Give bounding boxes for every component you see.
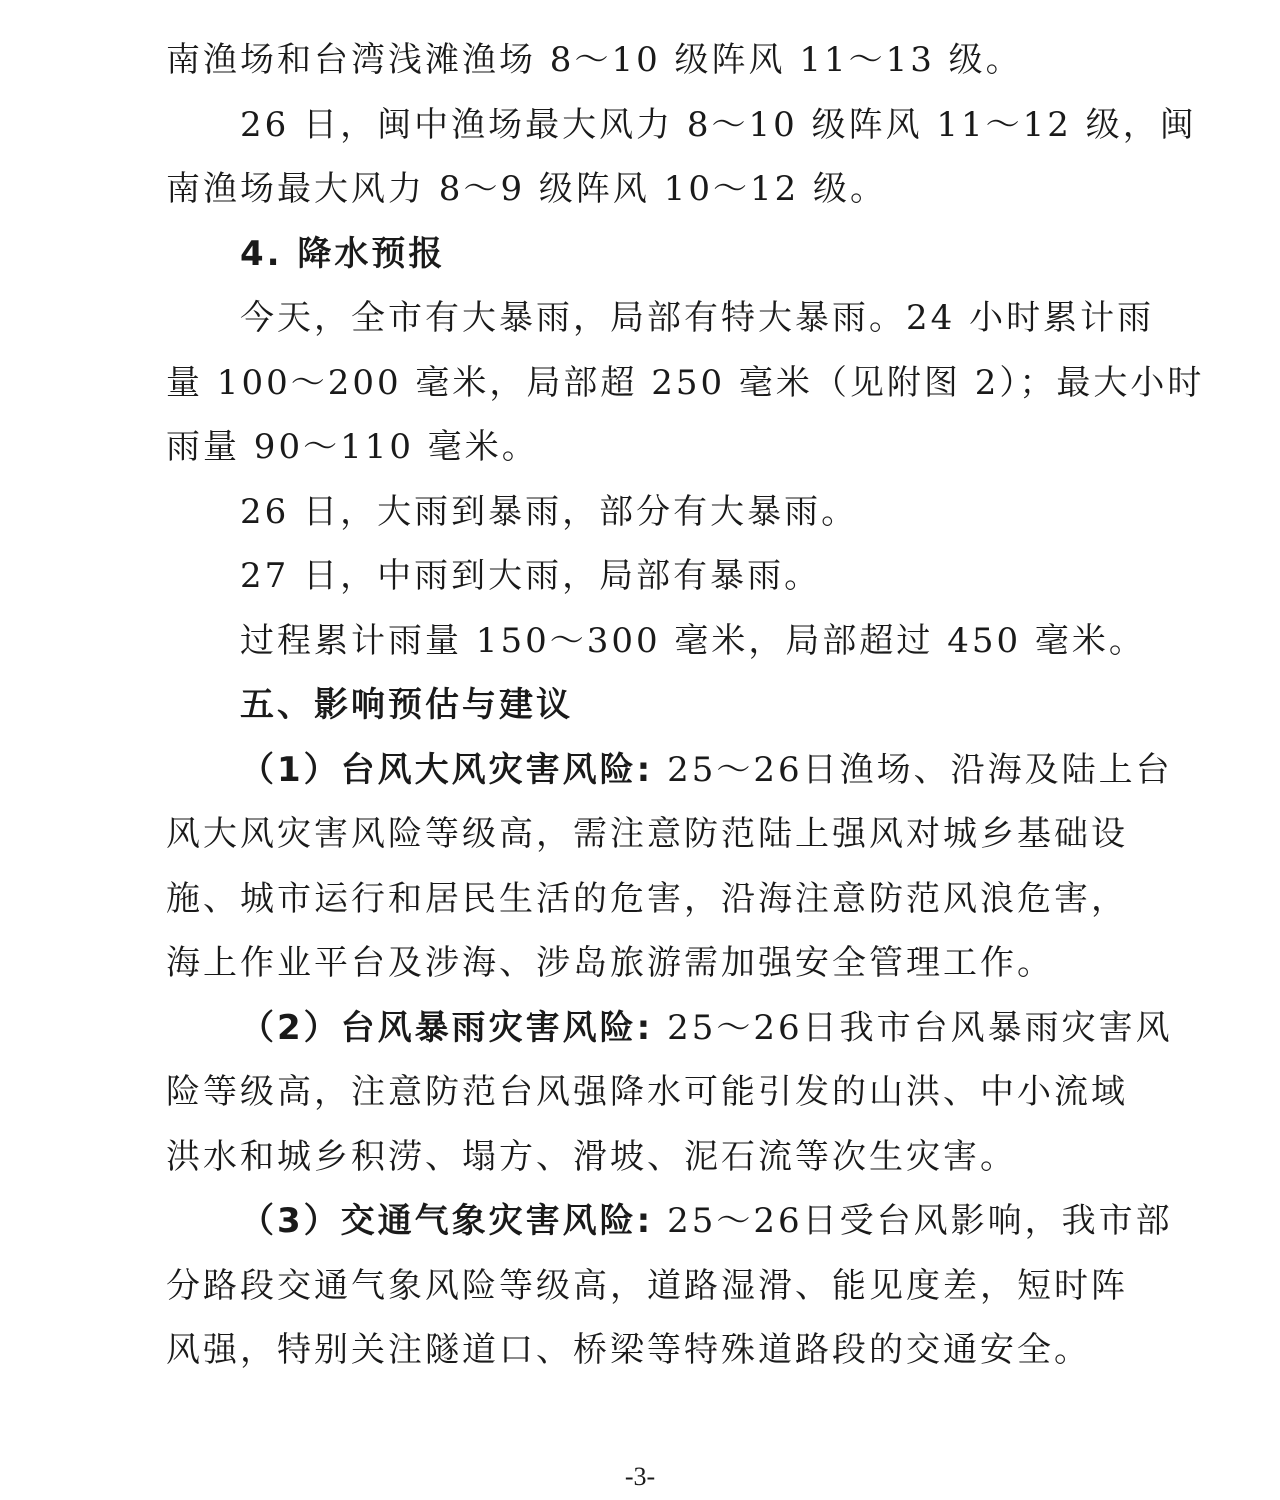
rain-today-line-2: 量 100～200 毫米，局部超 250 毫米（见附图 2）；最大小时 <box>166 362 1205 403</box>
impact-item-1-line-1 <box>166 738 1173 803</box>
impact-item-3-text: 25～26日受台风影响，我市部 <box>653 1201 1173 1241</box>
section-heading-rain: 4. 降水预报 <box>240 233 446 274</box>
rain-today-line-1: 今天，全市有大暴雨，局部有特大暴雨。24 小时累计雨 <box>240 298 1155 338</box>
section-heading-impact: 五、影响预估与建议 <box>240 685 573 725</box>
rain-day26: 26 日，大雨到暴雨，部分有大暴雨。 <box>240 491 859 532</box>
impact-item-3-label: （3）交通气象灾害风险: <box>240 1201 654 1241</box>
document-body <box>166 28 1205 1383</box>
impact-item-2-label: （2）台风暴雨灾害风险: <box>240 1007 654 1048</box>
impact-item-1-line-4: 海上作业平台及涉海、涉岛旅游需加强安全管理工作。 <box>166 943 1054 983</box>
wind-forecast-line-3: 南渔场最大风力 8～9 级阵风 10～12 级。 <box>166 169 888 209</box>
impact-item-3-line-2: 分路段交通气象风险等级高，道路湿滑、能见度差，短时阵 <box>166 1265 1128 1306</box>
rain-total: 过程累计雨量 150～300 毫米，局部超过 450 毫米。 <box>240 620 1146 661</box>
page-number: -3- <box>624 1462 656 1491</box>
impact-item-2-line-2: 险等级高，注意防范台风强降水可能引发的山洪、中小流域 <box>166 1072 1128 1112</box>
rain-today-line-3: 雨量 90～110 毫米。 <box>166 427 539 467</box>
impact-item-1-text: 25～26日渔场、沿海及陆上台 <box>653 749 1173 790</box>
impact-item-1-label: （1）台风大风灾害风险: <box>240 749 654 790</box>
wind-forecast-line-1: 南渔场和台湾浅滩渔场 8～10 级阵风 11～13 级。 <box>166 40 1023 80</box>
impact-item-1-line-2: 风大风灾害风险等级高，需注意防范陆上强风对城乡基础设 <box>166 814 1128 854</box>
wind-forecast-line-2: 26 日，闽中渔场最大风力 8～10 级阵风 11～12 级，闽 <box>240 104 1197 145</box>
impact-item-2-text: 25～26日我市台风暴雨灾害风 <box>653 1007 1173 1048</box>
impact-item-2-line-1 <box>166 996 1173 1061</box>
impact-item-3-line-3: 风强，特别关注隧道口、桥梁等特殊道路段的交通安全。 <box>166 1330 1091 1370</box>
rain-day27: 27 日，中雨到大雨，局部有暴雨。 <box>240 556 822 596</box>
impact-item-2-line-3: 洪水和城乡积涝、塌方、滑坡、泥石流等次生灾害。 <box>166 1136 1017 1177</box>
impact-item-1-line-3: 施、城市运行和居民生活的危害，沿海注意防范风浪危害， <box>166 878 1128 919</box>
impact-item-3-line-1 <box>166 1189 1173 1254</box>
